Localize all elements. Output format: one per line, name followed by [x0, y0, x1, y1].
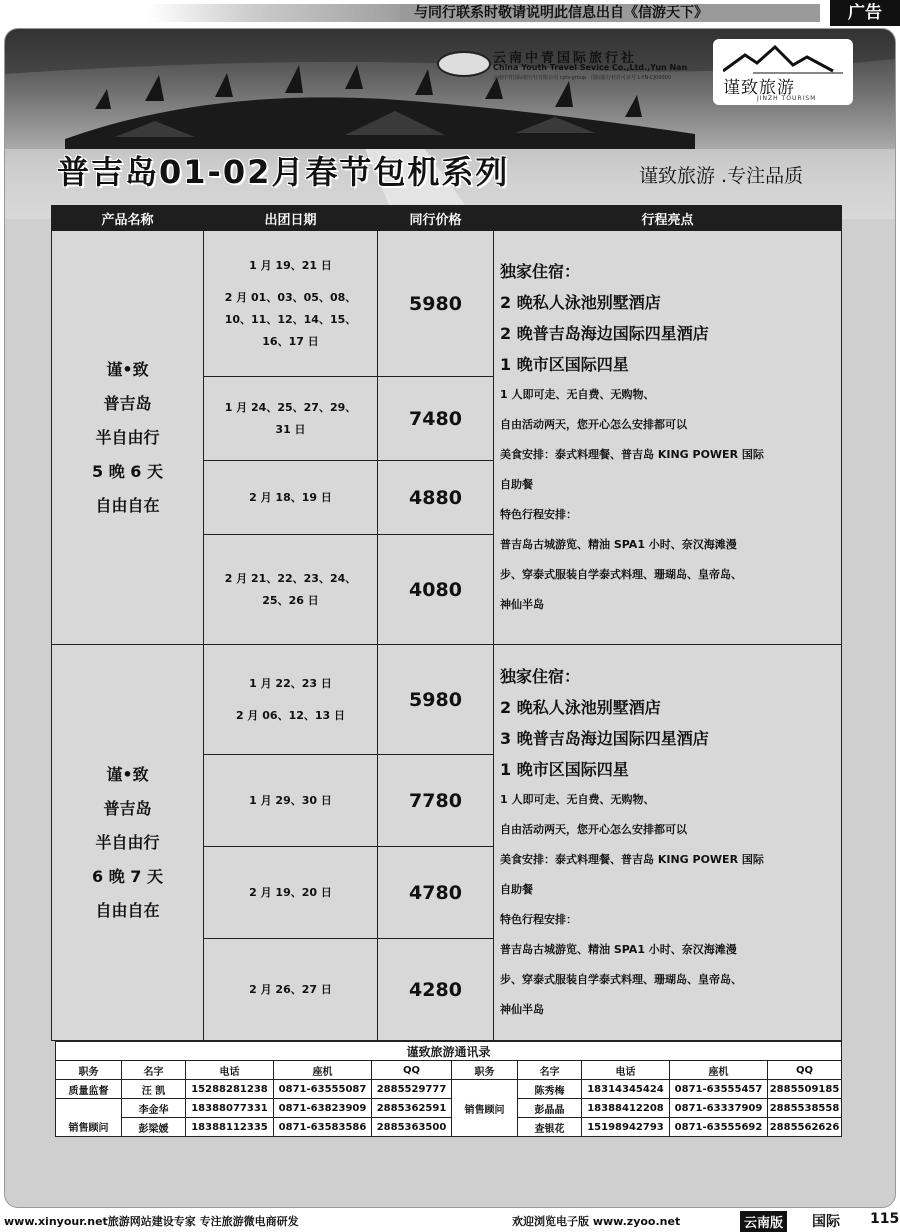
slogan: 谨致旅游 .专注品质 — [639, 165, 804, 187]
product-row — [52, 231, 842, 377]
agency-name-en: China Youth Travel Sevice Co.,Ltd.,Yun Nan — [493, 63, 688, 72]
contact-header-role: 职务 — [56, 1061, 122, 1080]
price: 5980 — [378, 231, 494, 377]
departure-dates — [204, 377, 378, 461]
highlight-line: 2 晚私人泳池别墅酒店 — [500, 292, 661, 312]
contact-phone: 15198942793 — [582, 1118, 670, 1137]
cyts-logo-icon — [437, 51, 491, 77]
date-line: 1 月 19、21 日 — [249, 258, 332, 272]
date-line: 31 日 — [275, 422, 306, 436]
highlight-detail: 美食安排：泰式料理餐、普吉岛 KING POWER 国际 — [500, 447, 764, 461]
highlight-line: 3 晚普吉岛海边国际四星酒店 — [500, 728, 709, 748]
product-table — [51, 205, 842, 1041]
contact-header-phone: 电话 — [582, 1061, 670, 1080]
contact-row — [56, 1080, 842, 1099]
product-name-line: 谨•致 — [106, 359, 149, 379]
date-line: 2 月 21、22、23、24、 — [224, 571, 357, 585]
contact-phone: 18388077331 — [186, 1099, 274, 1118]
departure-dates — [204, 939, 378, 1041]
product-name-line: 普吉岛 — [103, 393, 152, 413]
beach-banner — [5, 29, 895, 219]
top-bar — [0, 0, 900, 26]
date-line: 2 月 06、12、13 日 — [235, 708, 346, 722]
brand-logo — [713, 39, 853, 105]
date-group — [205, 979, 376, 1001]
brand-sub: JINZH TOURISM — [757, 95, 817, 102]
highlight-detail: 1 人即可走、无自费、无购物、 — [500, 387, 655, 401]
contact-role: 销售顾问 — [56, 1099, 122, 1137]
product-name-line: 自由自在 — [95, 495, 160, 515]
contact-name: 陈秀梅 — [518, 1080, 582, 1099]
highlight-detail: 自助餐 — [500, 477, 533, 491]
contact-phone: 18314345424 — [582, 1080, 670, 1099]
highlight-line: 独家住宿： — [500, 261, 581, 281]
highlight-detail: 自由活动两天，您开心怎么安排都可以 — [500, 417, 687, 431]
date-group — [205, 790, 376, 812]
highlight-detail: 步、穿泰式服装自学泰式料理、珊瑚岛、皇帝岛、 — [500, 972, 742, 986]
contact-header-phone: 电话 — [186, 1061, 274, 1080]
contact-header-name: 名字 — [518, 1061, 582, 1080]
page-footer — [0, 1210, 900, 1230]
highlight-detail: 1 人即可走、无自费、无购物、 — [500, 792, 655, 806]
highlight-detail: 自由活动两天，您开心怎么安排都可以 — [500, 822, 687, 836]
date-group — [205, 287, 376, 353]
contact-qq: 2885562626 — [768, 1118, 842, 1137]
contact-phone: 18388112335 — [186, 1118, 274, 1137]
contact-landline: 0871-63555087 — [274, 1080, 372, 1099]
contact-name: 彭梁媛 — [122, 1118, 186, 1137]
departure-dates — [204, 461, 378, 535]
header-price: 同行价格 — [378, 206, 494, 231]
date-group — [205, 673, 376, 695]
date-line: 2 月 19、20 日 — [249, 885, 332, 899]
contact-header-name: 名字 — [122, 1061, 186, 1080]
header-highlights: 行程亮点 — [494, 206, 842, 231]
highlight-line: 2 晚普吉岛海边国际四星酒店 — [500, 323, 709, 343]
date-group — [205, 397, 376, 441]
product-name-line: 半自由行 — [95, 427, 160, 447]
highlight-detail: 神仙半岛 — [500, 597, 544, 611]
product-name-line: 半自由行 — [95, 832, 160, 852]
contact-qq: 2885509185 — [768, 1080, 842, 1099]
footer-left-text: www.xinyour.net旅游网站建设专家 专注旅游微电商研发 — [4, 1215, 299, 1228]
departure-dates — [204, 231, 378, 377]
contact-name: 汪 凯 — [122, 1080, 186, 1099]
date-line: 16、17 日 — [262, 334, 319, 348]
highlight-detail: 神仙半岛 — [500, 1002, 544, 1016]
date-group — [205, 255, 376, 277]
product-name — [52, 231, 204, 645]
highlight-detail: 特色行程安排： — [500, 507, 577, 521]
price: 7480 — [378, 377, 494, 461]
itinerary-highlights — [494, 645, 842, 1041]
source-notice: 与同行联系时敬请说明此信息出自《信游天下》 — [400, 4, 820, 22]
contact-landline: 0871-63555692 — [670, 1118, 768, 1137]
departure-dates — [204, 535, 378, 645]
header-product-name: 产品名称 — [52, 206, 204, 231]
price: 4880 — [378, 461, 494, 535]
contact-phone: 18388412208 — [582, 1099, 670, 1118]
highlight-line: 独家住宿： — [500, 666, 581, 686]
departure-dates — [204, 847, 378, 939]
contact-role: 销售顾问 — [452, 1080, 518, 1137]
ad-frame — [4, 28, 896, 1208]
footer-right-text: 欢迎浏览电子版 www.zyoo.net — [512, 1215, 681, 1228]
date-line: 1 月 24、25、27、29、 — [224, 400, 357, 414]
itinerary-highlights — [494, 231, 842, 645]
highlight-detail: 普吉岛古城游览、精油 SPA1 小时、奈汉海滩漫 — [500, 942, 737, 956]
contact-name: 李金华 — [122, 1099, 186, 1118]
page-title: 普吉岛01-02月春节包机系列 — [57, 153, 510, 191]
product-name-line: 谨•致 — [106, 764, 149, 784]
departure-dates — [204, 645, 378, 755]
agency-name-cn: 云南中青国际旅行社 — [493, 51, 638, 66]
price: 5980 — [378, 645, 494, 755]
contact-header-role: 职务 — [452, 1061, 518, 1080]
highlight-line: 2 晚私人泳池别墅酒店 — [500, 697, 661, 717]
price: 4280 — [378, 939, 494, 1041]
contact-qq: 2885529777 — [372, 1080, 452, 1099]
date-line: 1 月 22、23 日 — [249, 676, 332, 690]
contact-name: 查银花 — [518, 1118, 582, 1137]
contact-landline: 0871-63337909 — [670, 1099, 768, 1118]
contact-name: 彭晶晶 — [518, 1099, 582, 1118]
price: 4080 — [378, 535, 494, 645]
highlight-line: 1 晚市区国际四星 — [500, 759, 629, 779]
agency-logo — [437, 47, 707, 87]
date-line: 25、26 日 — [262, 593, 319, 607]
date-line: 2 月 18、19 日 — [249, 490, 332, 504]
contact-qq: 2885538558 — [768, 1099, 842, 1118]
date-line: 1 月 29、30 日 — [249, 793, 332, 807]
contact-header-landline: 座机 — [274, 1061, 372, 1080]
brand-name: 谨致旅游 — [723, 78, 795, 98]
contact-landline: 0871-63583586 — [274, 1118, 372, 1137]
contact-row — [56, 1118, 842, 1137]
contact-qq: 2885362591 — [372, 1099, 452, 1118]
date-group — [205, 487, 376, 509]
contact-phone: 15288281238 — [186, 1080, 274, 1099]
page-number: 115 — [870, 1211, 900, 1227]
contact-landline: 0871-63823909 — [274, 1099, 372, 1118]
header-departure-dates: 出团日期 — [204, 206, 378, 231]
product-name-line: 普吉岛 — [103, 798, 152, 818]
product-name-line: 6 晚 7 天 — [92, 866, 163, 886]
product-row — [52, 645, 842, 755]
contact-row — [56, 1099, 842, 1118]
date-line: 2 月 26、27 日 — [249, 982, 332, 996]
price: 4780 — [378, 847, 494, 939]
product-table-header — [52, 206, 842, 231]
mountain-icon — [723, 45, 843, 75]
product-name — [52, 645, 204, 1041]
contact-title: 谨致旅游通讯录 — [56, 1042, 842, 1061]
highlight-detail: 普吉岛古城游览、精油 SPA1 小时、奈汉海滩漫 — [500, 537, 737, 551]
ad-label: 广告 — [830, 0, 900, 26]
highlight-detail: 自助餐 — [500, 882, 533, 896]
date-group — [205, 705, 376, 727]
contact-qq: 2885363500 — [372, 1118, 452, 1137]
contact-header-qq: QQ — [768, 1061, 842, 1080]
highlight-detail: 美食安排：泰式料理餐、普吉岛 KING POWER 国际 — [500, 852, 764, 866]
departure-dates — [204, 755, 378, 847]
contact-header-landline: 座机 — [670, 1061, 768, 1080]
top-bar-gradient — [0, 4, 420, 22]
price: 7780 — [378, 755, 494, 847]
date-line: 2 月 01、03、05、08、 — [224, 290, 357, 304]
product-name-line: 自由自在 — [95, 900, 160, 920]
highlight-detail: 步、穿泰式服装自学泰式料理、珊瑚岛、皇帝岛、 — [500, 567, 742, 581]
product-name-line: 5 晚 6 天 — [92, 461, 163, 481]
highlight-detail: 特色行程安排： — [500, 912, 577, 926]
date-group — [205, 568, 376, 612]
section-label: 国际 — [812, 1214, 840, 1230]
agency-license: 云南中青国际旅行社有限公司 cyts-group · 国际旅行社许可证号 L-YN-CJ00000 — [493, 75, 671, 81]
contact-role: 质量监督 — [56, 1080, 122, 1099]
highlight-line: 1 晚市区国际四星 — [500, 354, 629, 374]
edition-badge: 云南版 — [740, 1211, 787, 1232]
contact-table — [55, 1041, 842, 1137]
contact-landline: 0871-63555457 — [670, 1080, 768, 1099]
date-group — [205, 882, 376, 904]
date-line: 10、11、12、14、15、 — [224, 312, 357, 326]
contact-header-qq: QQ — [372, 1061, 452, 1080]
